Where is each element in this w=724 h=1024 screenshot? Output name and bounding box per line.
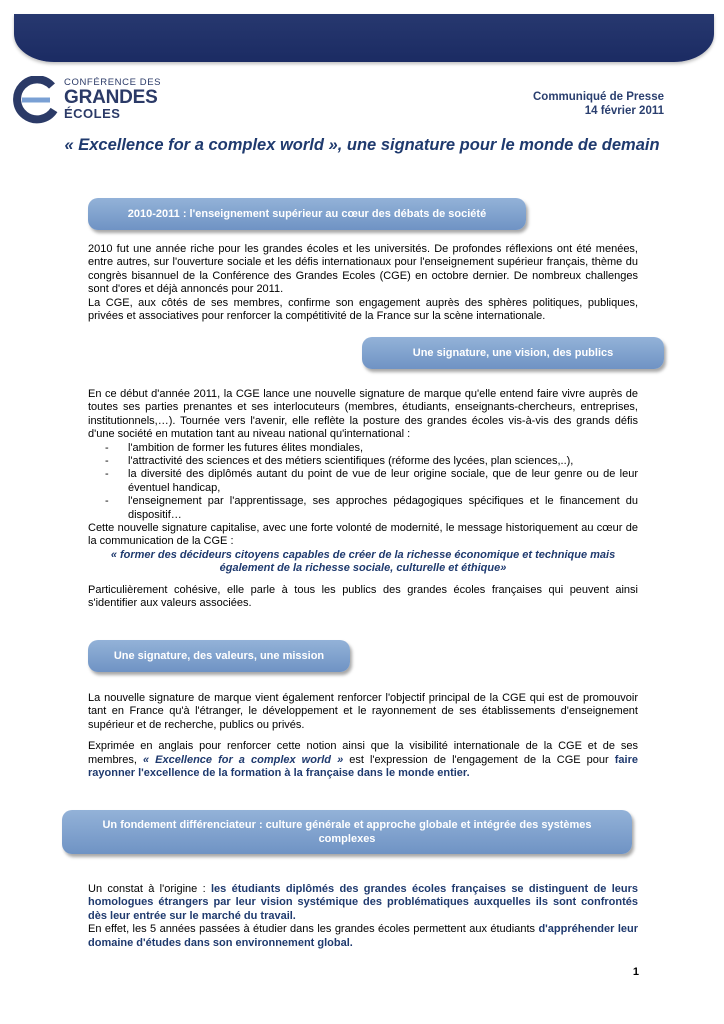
section-4-paragraph-2 (88, 923, 638, 950)
section-3-body (88, 692, 638, 780)
bullet-item: - l'ambition de former les futures élites mondiales, (88, 442, 638, 455)
section-2-bullets (88, 442, 638, 522)
section-2-intro: En ce début d'année 2011, la CGE lance une nouvelle signature de marque qu'elle entend faire vivre auprès de toutes ses parties prenantes et ses interlocuteurs (membres, étudiants, enseignants-chercheurs, entreprises, institutionnels,…). Tournée vers l'avenir, elle reflète la posture des grandes écoles vis-à-vis des grands défis d'une société en mutation tant au niveau national qu'international : (88, 388, 638, 441)
section-1-paragraph-2: La CGE, aux côtés de ses membres, confirme son engagement auprès des sphères politiques, publiques, privées et associatives pour renforcer la compétitivité de la France sur la scène internationale. (88, 296, 638, 323)
logo-line-1: CONFÉRENCE DES (64, 77, 162, 88)
section-3-heading: Une signature, des valeurs, une mission (88, 640, 350, 672)
cge-quote: « former des décideurs citoyens capables de créer de la richesse économique et technique mais également de la richesse sociale, culturelle et éthique» (110, 548, 616, 575)
doc-date: 14 février 2011 (584, 105, 664, 117)
bullet-item: - l'enseignement par l'apprentissage, ses approches pédagogiques spécifiques et le financement du dispositif… (88, 495, 638, 522)
section-3-p2-text-a: Exprimée en anglais pour renforcer cette notion ainsi que la visibilité internationale de la CGE et de ses membres, (88, 740, 638, 766)
press-info (533, 90, 664, 118)
section-1-heading: 2010-2011 : l'enseignement supérieur au cœur des débats de société (88, 198, 526, 230)
header-banner (14, 14, 714, 62)
page-title: « Excellence for a complex world », une signature pour le monde de demain (64, 136, 660, 154)
section-4-paragraph-1 (88, 883, 638, 923)
logo-text (64, 78, 161, 120)
logo-line-3: ÉCOLES (64, 105, 121, 121)
section-2-closing: Particulièrement cohésive, elle parle à tous les publics des grandes écoles françaises qui peuvent ainsi s'identifier aux valeurs associées. (88, 583, 638, 610)
section-3-paragraph-2 (88, 740, 638, 780)
section-1-body (88, 243, 638, 323)
section-4-p2-text: En effet, les 5 années passées à étudier dans les grandes écoles permettent aux étudiants (88, 923, 539, 936)
page-number: 1 (632, 966, 639, 978)
doc-type: Communiqué de Presse (532, 91, 664, 103)
logo-e-icon (12, 76, 62, 124)
section-4-heading: Un fondement différenciateur : culture générale et approche globale et intégrée des systèmes complexes (62, 810, 632, 854)
section-4-body (88, 883, 638, 950)
section-1-paragraph-1: 2010 fut une année riche pour les grandes écoles et les universités. De profondes réflexions ont été menées, entre autres, sur l'ouverture sociale et les défis internationaux pour l'enseignement supérieur français, thème du congrès bisannuel de la Conférence des Grandes Ecoles (CGE) en octobre dernier. De nombreux challenges sont d'ores et déjà annoncés pour 2011. (88, 243, 638, 296)
logo-line-2: GRANDES (64, 86, 158, 108)
signature-quote: « Excellence for a complex world » (142, 753, 344, 766)
section-4-p1-emphasis: les étudiants diplômés des grandes écoles françaises se distinguent de leurs homologues étrangers par leur vision systémique des problématiques auxquelles ils sont confrontés dès leur entrée sur le marché du travail. (88, 883, 638, 922)
section-2-body (88, 388, 638, 611)
bullet-item: - l'attractivité des sciences et des métiers scientifiques (réforme des lycées, plan sciences,..), (88, 455, 638, 468)
bullet-item: - la diversité des diplômés autant du point de vue de leur origine sociale, que de leur genre ou de leur éventuel handicap, (88, 468, 638, 495)
section-3-paragraph-1: La nouvelle signature de marque vient également renforcer l'objectif principal de la CGE qui est de promouvoir tant en France qu'à l'étranger, le développement et le rayonnement de ses établissements d'enseignement supérieur et de recherche, publics ou privés. (88, 692, 638, 731)
section-2-continuation: Cette nouvelle signature capitalise, avec une forte volonté de modernité, le message historiquement au cœur de la communication de la CGE : (88, 522, 638, 548)
section-3-p2-text-b: est l'expression de l'engagement de la CGE pour (343, 753, 615, 766)
section-2-heading: Une signature, une vision, des publics (362, 337, 664, 369)
section-4-p2-emphasis: d'appréhender leur domaine d'études dans son environnement global. (88, 923, 638, 949)
section-3-p2-emphasis: faire rayonner l'excellence de la formation à la française dans le monde entier. (88, 753, 638, 780)
section-4-p1-text: Un constat à l'origine : (88, 883, 211, 895)
cge-logo (12, 76, 172, 126)
